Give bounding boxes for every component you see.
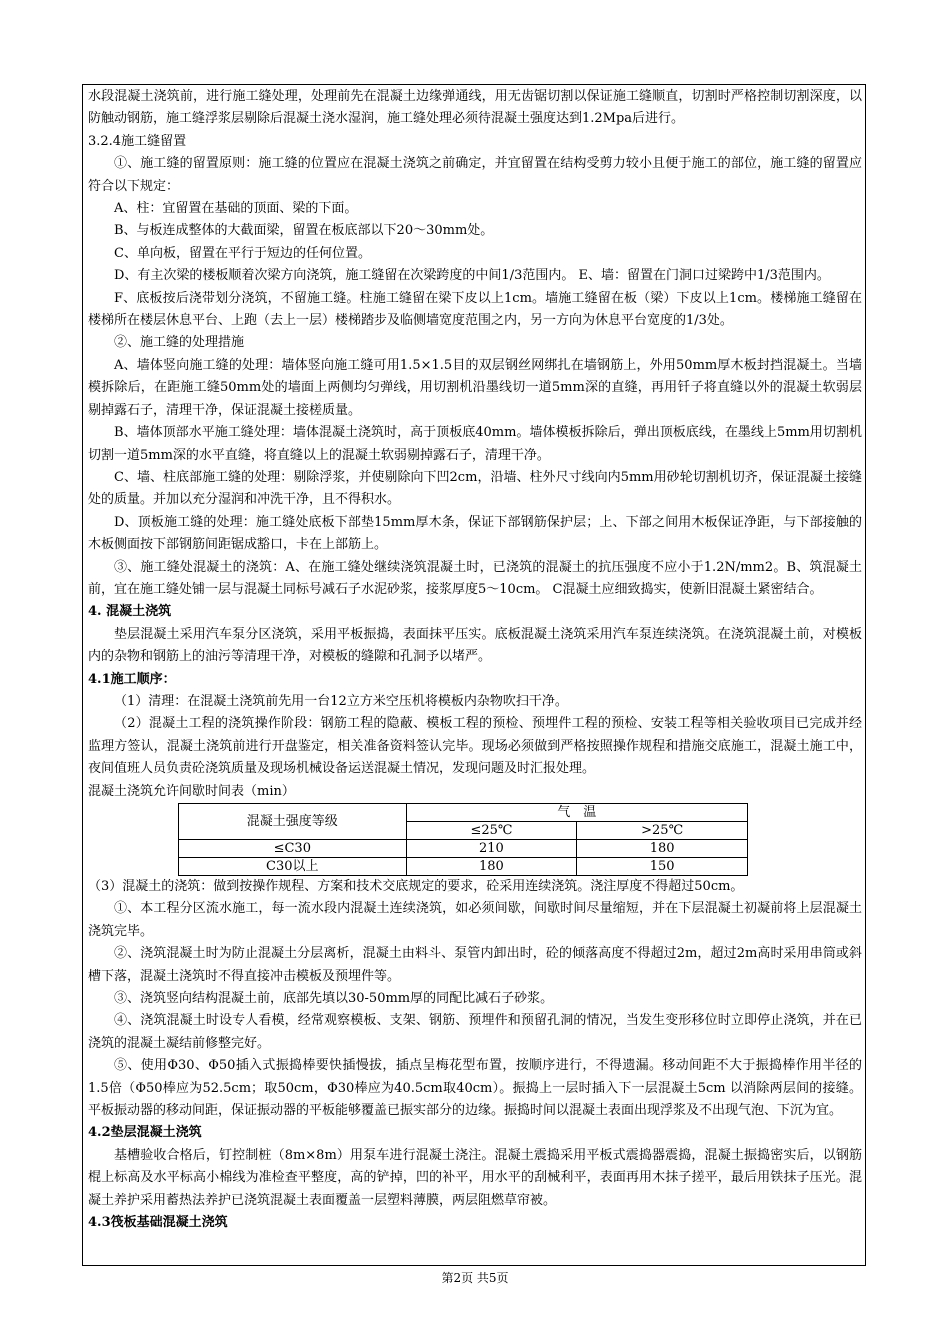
- low-temp-header: ≤25℃: [406, 822, 577, 840]
- paragraph: 垫层混凝土采用汽车泵分区浇筑，采用平板振捣，表面抹平压实。底板混凝土浇筑采用汽车泵连续浇筑。在浇筑混凝土前，对模板内的杂物和钢筋上的油污等清理干净，对模板的缝隙和孔洞予以堵严。: [88, 626, 862, 665]
- page-footer: 第2页 共5页: [441, 1271, 509, 1285]
- paragraph: F、底板按后浇带划分浇筑，不留施工缝。柱施工缝留在梁下皮以上1cm。墙施工缝留在板（梁）下皮以上1cm。楼梯施工缝留在楼梯所在楼层休息平台、上跑（去上一层）楼梯踏步及临侧墙宽度范围之内，另一方向为休息平台宽度的1/3处。: [88, 290, 862, 329]
- high-temp-header: >25℃: [577, 822, 748, 840]
- paragraph: （1）清理：在混凝土浇筑前先用一台12立方米空压机将模板内杂物吹扫干净。: [114, 693, 568, 709]
- table-cell: 150: [577, 858, 748, 876]
- paragraph: ②、施工缝的处理措施: [114, 335, 245, 351]
- table-cell: C30以上: [179, 858, 407, 876]
- paragraph: （3）混凝土的浇筑：做到按操作规程、方案和技术交底规定的要求，砼采用连续浇筑。浇注厚度不得超过50cm。: [88, 879, 744, 894]
- paragraph: B、与板连成整体的大截面梁，留置在板底部以下20～30mm处。: [114, 223, 494, 239]
- paragraph: A、柱：宜留置在基础的顶面、梁的下面。: [114, 201, 358, 217]
- table-cell: 180: [406, 858, 577, 876]
- paragraph: ③、施工缝处混凝土的浇筑：A、在施工缝处继续浇筑混凝土时，已浇筑的混凝土的抗压强度不应小于1.2N/mm2。B、筑混凝土前，宜在施工缝处铺一层与混凝土同标号减石子水泥砂浆，接浆厚度5～10cm。 C混凝土应细致捣实，使新旧混凝土紧密结合。: [88, 559, 862, 597]
- paragraph: ③、浇筑竖向结构混凝土前，底部先填以30-50mm厚的同配比减石子砂浆。: [114, 991, 554, 1007]
- paragraph: （2）混凝土工程的浇筑操作阶段：钢筋工程的隐蔽、模板工程的预检、预埋件工程的预检、安装工程等相关验收项目已完成并经监理方签认，混凝土浇筑前进行开盘鉴定，相关准备资料签认完毕。现场必须做到严格按照操作规程和措施交底施工，混凝土施工中，夜间值班人员负责砼浇筑质量及现场机械设备运送混凝土情况，发现问题及时汇报处理。: [88, 716, 862, 777]
- interval-table: [178, 803, 748, 876]
- paragraph: 基槽验收合格后，钉控制桩（8m×8m）用泵车进行混凝土浇注。混凝土震捣采用平板式震捣器震捣，混凝土振捣密实后，以钢筋棍上标高及水平标高小棉线为准检查平整度，高的铲掉，凹的补平，用水平的刮械利平，表面再用木抹子搓平，最后用铁抹子压光。混凝土养护采用蓄热法养护已浇筑混凝土表面覆盖一层塑料薄膜，两层阻燃草帘被。: [88, 1147, 862, 1208]
- temp-header: 气 温: [406, 804, 747, 822]
- section-heading: 3.2.4施工缝留置: [88, 133, 187, 149]
- section-heading: 4.3筏板基础混凝土浇筑: [88, 1215, 228, 1231]
- table-row: [179, 858, 748, 876]
- paragraph: C、墙、柱底部施工缝的处理：剔除浮浆，并使剔除向下凹2cm，沿墙、柱外尺寸线向内5mm用砂轮切割机切齐，保证混凝土接缝处的质量。并加以充分湿润和冲洗干净，且不得积水。: [88, 469, 862, 508]
- paragraph: C、单向板，留置在平行于短边的任何位置。: [114, 245, 371, 261]
- paragraph: D、有主次梁的楼板顺着次梁方向浇筑，施工缝留在次梁跨度的中间1/3范围内。 E、墙：留置在门洞口过梁跨中1/3范围内。: [114, 268, 830, 284]
- paragraph: ②、浇筑混凝土时为防止混凝土分层离析，混凝土由料斗、泵管内卸出时，砼的倾落高度不得超过2m，超过2m高时采用串筒或斜槽下落，混凝土浇筑时不得直接冲击模板及预埋件等。: [88, 946, 862, 984]
- section-heading: 4.2垫层混凝土浇筑: [88, 1125, 202, 1141]
- paragraph: ④、浇筑混凝土时设专人看模，经常观察模板、支架、钢筋、预埋件和预留孔洞的情况，当发生变形移位时立即停止浇筑，并在已浇筑的混凝土凝结前修整完好。: [88, 1013, 862, 1051]
- paragraph: D、顶板施工缝的处理：施工缝处底板下部垫15mm厚木条，保证下部钢筋保护层；上、下部之间用木板保证净距，与下部接触的木板侧面按下部钢筋间距锯成豁口，卡在上部筋上。: [88, 514, 862, 553]
- table-cell: 210: [406, 840, 577, 858]
- section-heading: 4.1施工顺序：: [88, 671, 176, 687]
- section-heading: 4. 混凝土浇筑: [88, 604, 172, 620]
- paragraph: ⑤、使用Φ30、Φ50插入式振捣棒要快插慢拔，插点呈梅花型布置，按顺序进行，不得遗漏。移动间距不大于振捣棒作用半径的1.5倍（Φ50棒应为52.5cm；取50cm，Φ30棒应为40.5cm取40cm）。振捣上一层时插入下一层混凝土5cm 以消除两层间的接缝。平板振动器的移动间距，保证振动器的平板能够覆盖已振实部分的边缘。振捣时间以混凝土表面出现浮浆及不出现气泡、下沉为宜。: [88, 1058, 862, 1119]
- paragraph: 水段混凝土浇筑前，进行施工缝处理，处理前先在混凝土边缘弹通线，用无齿锯切割以保证施工缝顺直，切割时严格控制切割深度，以防触动钢筋，施工缝浮浆层剔除后混凝土浇水湿润，施工缝处理必须待混凝土强度达到1.2Mpa后进行。: [88, 89, 862, 127]
- table-cell: 180: [577, 840, 748, 858]
- paragraph: B、墙体顶部水平施工缝处理：墙体混凝土浇筑时，高于顶板底40mm。墙体模板拆除后，弹出顶板底线，在墨线上5mm用切割机切割一道5mm深的水平直缝，将直缝以上的混凝土软弱剔掉露石子，清理干净。: [88, 425, 862, 463]
- table-cell: ≤C30: [179, 840, 407, 858]
- table-row: [179, 840, 748, 858]
- paragraph: ①、施工缝的留置原则：施工缝的位置应在混凝土浇筑之前确定，并宜留置在结构受剪力较小且便于施工的部位，施工缝的留置应符合以下规定：: [88, 156, 862, 194]
- document-body: [88, 86, 862, 1235]
- table-caption: 混凝土浇筑允许间歇时间表（min）: [88, 783, 295, 799]
- paragraph: A、墙体竖向施工缝的处理：墙体竖向施工缝可用1.5×1.5目的双层钢丝网绑扎在墙钢筋上，外用50mm厚木板封挡混凝土。当墙模拆除后，在距施工缝50mm处的墙面上两侧均匀弹线，用切割机沿墨线切一道5mm深的直缝，再用钎子将直缝以外的混凝土软弱层剔掉露石子，清理干净，保证混凝土接槎质量。: [88, 357, 862, 418]
- grade-header: 混凝土强度等级: [179, 804, 407, 840]
- paragraph: ①、本工程分区流水施工，每一流水段内混凝土连续浇筑，如必须间歇，间歇时间尽量缩短，并在下层混凝土初凝前将上层混凝土浇筑完毕。: [88, 901, 862, 939]
